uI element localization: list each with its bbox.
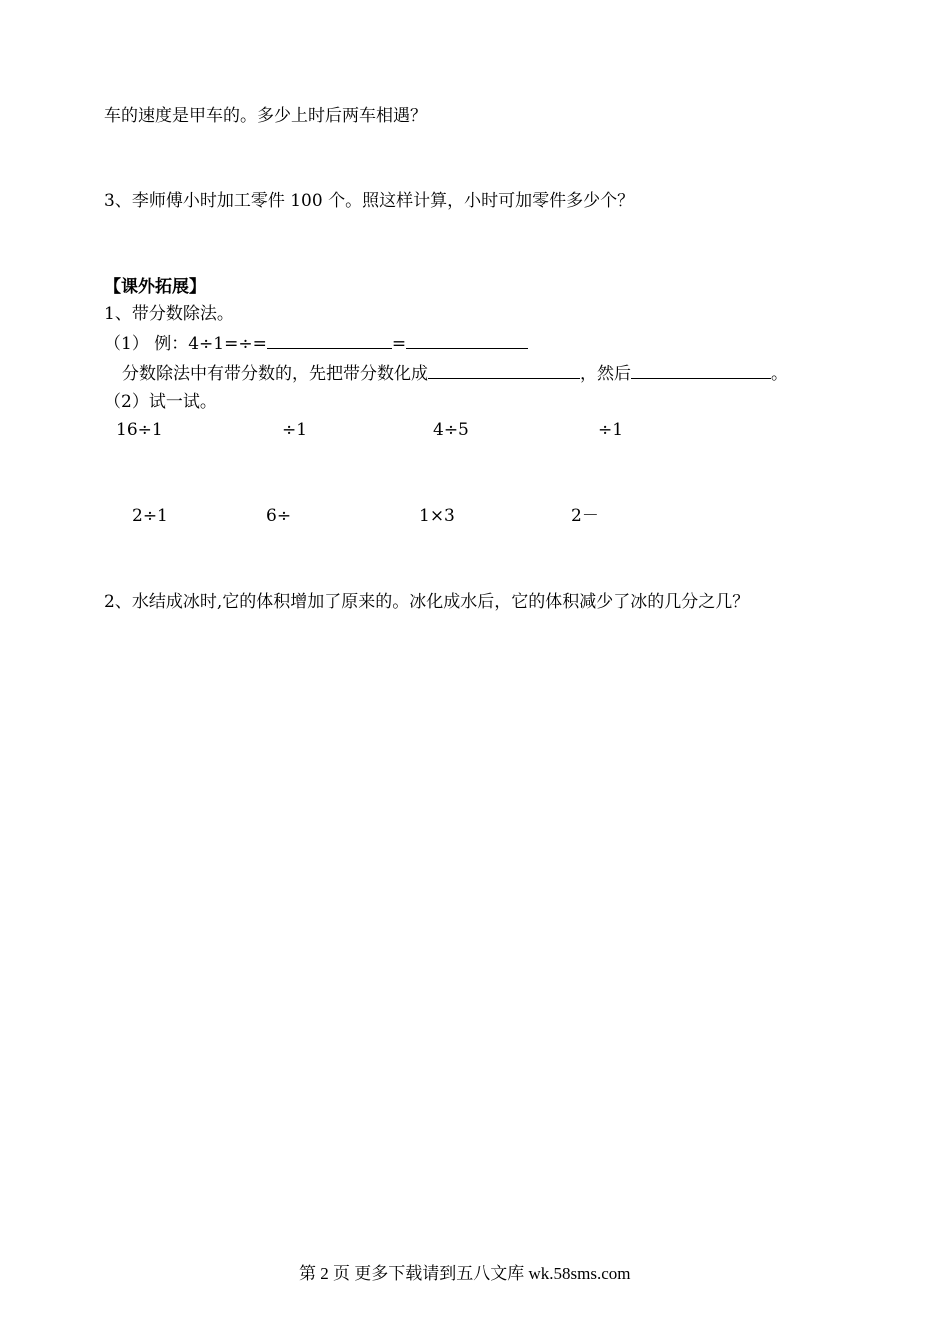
extension-1-rule <box>122 364 788 384</box>
rule-mid: ，然后 <box>580 364 631 384</box>
problem-3: 3、李师傅小时加工零件 100 个。照这样计算，小时可加零件多少个？ <box>104 191 635 211</box>
exercise-r1-c3: 4÷5 <box>433 420 469 440</box>
exercise-r1-c2: ÷1 <box>282 420 308 440</box>
section-title: 【课外拓展】 <box>104 277 206 297</box>
extension-1-example <box>104 334 528 354</box>
rule-end: 。 <box>771 364 788 384</box>
rule-blank-2[interactable] <box>631 364 771 379</box>
exercise-r1-c1: 16÷1 <box>116 420 163 440</box>
example-prefix: （1） 例：4÷1=÷= <box>104 334 267 354</box>
page-footer: 第 2 页 更多下载请到五八文库 wk.58sms.com <box>299 1264 631 1283</box>
example-blank-1[interactable] <box>267 334 392 349</box>
problem-2-continuation: 车的速度是甲车的。多少上时后两车相遇？ <box>104 106 427 126</box>
rule-blank-1[interactable] <box>428 364 580 379</box>
exercise-r2-c1: 2÷1 <box>132 506 168 526</box>
exercise-r1-c4: ÷1 <box>598 420 624 440</box>
extension-1-try: （2）试一试。 <box>104 392 217 412</box>
extension-2: 2、水结成冰时,它的体积增加了原来的。冰化成水后，它的体积减少了冰的几分之几？ <box>104 592 750 612</box>
extension-1-title: 1、带分数除法。 <box>104 304 234 324</box>
example-blank-2[interactable] <box>406 334 528 349</box>
rule-prefix: 分数除法中有带分数的，先把带分数化成 <box>122 364 428 384</box>
example-equals: = <box>391 334 407 354</box>
exercise-r2-c4: 2－ <box>571 506 599 526</box>
exercise-r2-c2: 6÷ <box>266 506 292 526</box>
exercise-r2-c3: 1×3 <box>419 506 455 526</box>
